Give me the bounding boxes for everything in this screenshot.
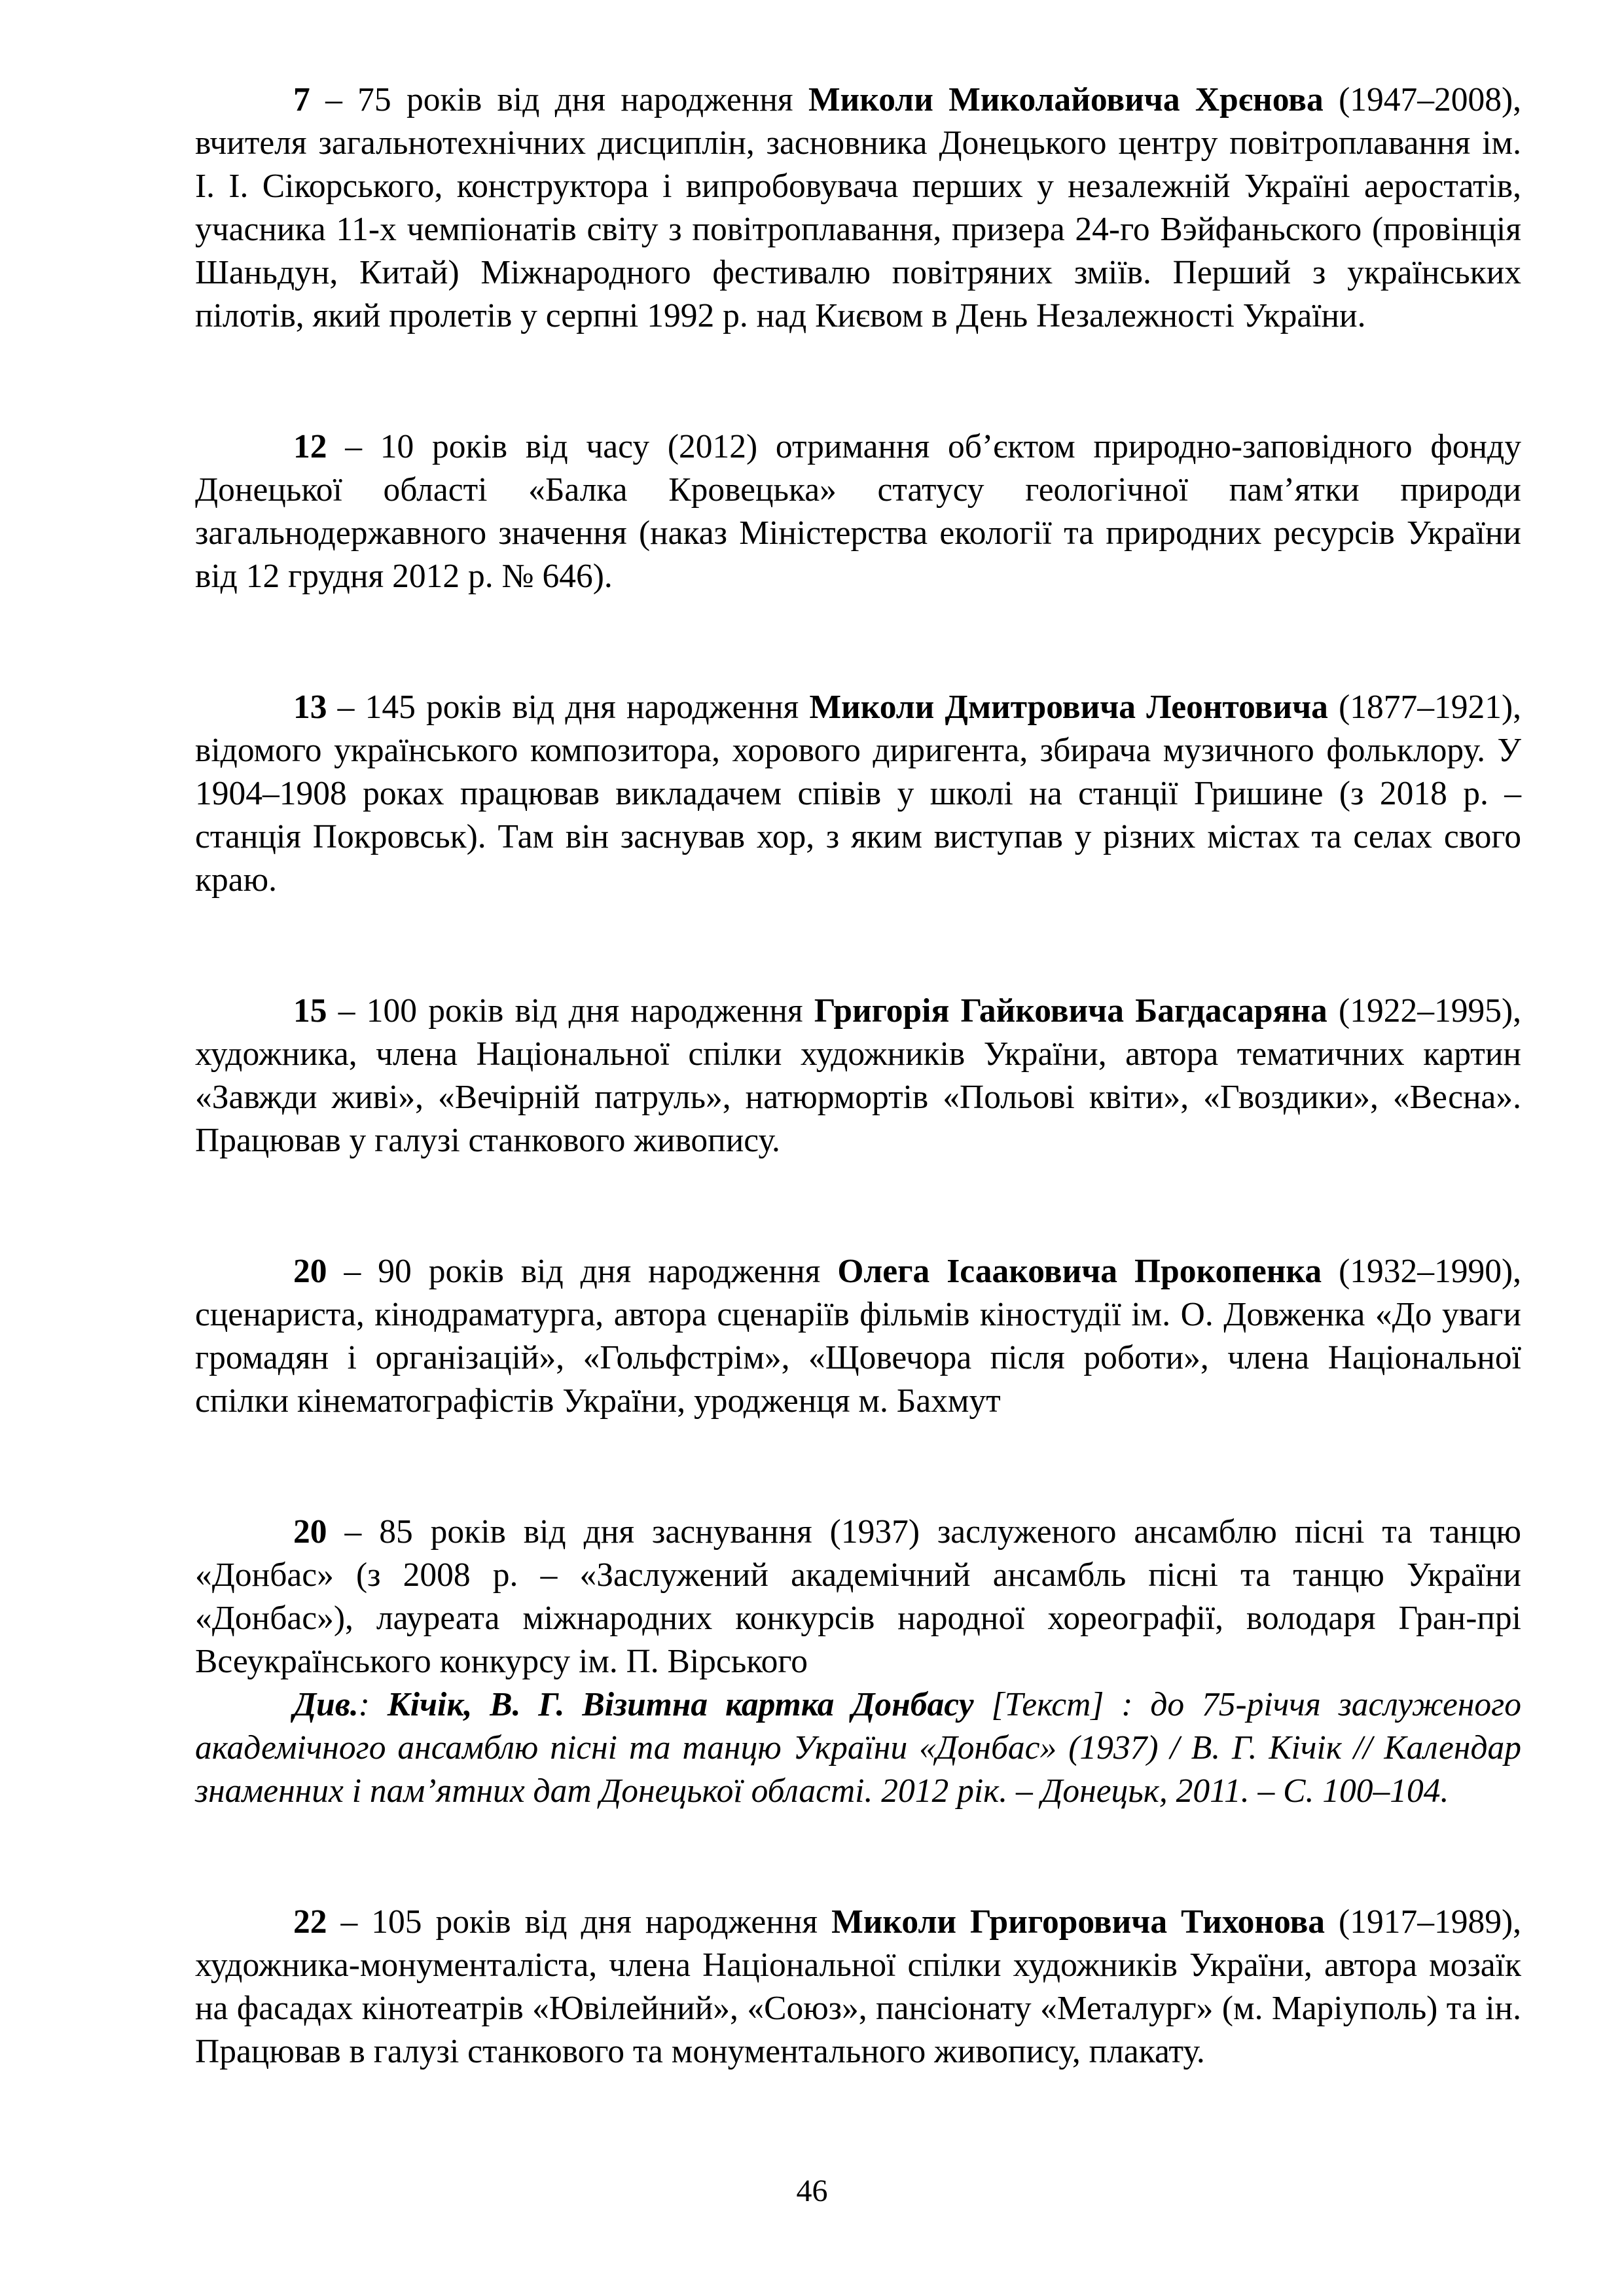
entry-lead: – 90 років від дня народження bbox=[327, 1253, 838, 1290]
entry-paragraph bbox=[195, 79, 1521, 338]
entry-lead: – 105 років від дня народження bbox=[327, 1903, 832, 1941]
entry-day: 13 bbox=[293, 689, 327, 726]
entry-paragraph bbox=[195, 1250, 1521, 1423]
citation-details: [Текст] : до 75-річчя заслуженого академічного ансамблю пісні та танцю України «Донбас» (1937) / В. Г. Кічік // Календар знаменних і пам’ятних дат Донецької області. 2012 рік. – Донецьк, 2011. – С. 100–104. bbox=[195, 1686, 1521, 1810]
entry-leontovych bbox=[195, 686, 1521, 902]
entry-day: 12 bbox=[293, 428, 327, 465]
entry-person-name: Миколи Дмитровича Леонтовича bbox=[809, 689, 1328, 726]
entry-paragraph bbox=[195, 425, 1521, 598]
page-content bbox=[195, 79, 1521, 2161]
entry-day: 20 bbox=[293, 1253, 327, 1290]
entry-day: 20 bbox=[293, 1513, 327, 1551]
entry-day: 15 bbox=[293, 992, 327, 1030]
entry-tykhonov bbox=[195, 1901, 1521, 2073]
entry-lead: – 75 років від дня народження bbox=[310, 81, 808, 118]
entry-body: (1877–1921), відомого українського композитора, хорового диригента, збирача музичного фольклору. У 1904–1908 роках працював викладачем співів у школі на станції Гришине (з 2018 р. – станція Покровськ). Там він заснував хор, з яким виступав у різних містах та селах свого краю. bbox=[195, 689, 1521, 899]
citation-colon: : bbox=[358, 1686, 388, 1723]
entry-day: 22 bbox=[293, 1903, 327, 1941]
entry-person-name: Григорія Гайковича Багдасаряна bbox=[814, 992, 1327, 1030]
entry-khrenov bbox=[195, 79, 1521, 338]
entry-body: (1932–1990), сценариста, кінодраматурга, автора сценаріїв фільмів кіностудії ім. О. Довженка «До уваги громадян і організацій», «Гольфстрім», «Щовечора після роботи», члена Національної спілки кінематографістів України, уродженця м. Бахмут bbox=[195, 1253, 1521, 1420]
entry-lead: – 100 років від дня народження bbox=[327, 992, 814, 1030]
entry-body: (1922–1995), художника, члена Національної спілки художників України, автора тематичних картин «Завжди живі», «Вечірній патруль», натюрмортів «Польові квіти», «Гвоздики», «Весна». Працював у галузі станкового живопису. bbox=[195, 992, 1521, 1159]
entry-paragraph bbox=[195, 1511, 1521, 1683]
citation-author-title: Кічік, В. Г. Візитна картка Донбасу bbox=[387, 1686, 974, 1723]
entry-person-name: Олега Ісааковича Прокопенка bbox=[837, 1253, 1322, 1290]
page-number: 46 bbox=[796, 2174, 828, 2208]
entry-paragraph bbox=[195, 686, 1521, 902]
entry-bagdasaryan bbox=[195, 990, 1521, 1162]
entry-paragraph bbox=[195, 1901, 1521, 2073]
entry-citation bbox=[195, 1683, 1521, 1813]
entry-prokopenko bbox=[195, 1250, 1521, 1423]
entry-balka-krovetska bbox=[195, 425, 1521, 598]
entry-person-name: Миколи Миколайовича Хрєнова bbox=[808, 81, 1324, 118]
entry-donbas-ensemble bbox=[195, 1511, 1521, 1813]
citation-label: Див. bbox=[293, 1686, 359, 1723]
entry-body: (1947–2008), вчителя загальнотехнічних дисциплін, засновника Донецького центру повітроплавання ім. І. І. Сікорського, конструктора і випробовувача перших у незалежній Україні аеростатів, учасника 11-х чемпіонатів світу з повітроплавання, призера 24-го Вэйфаньского (провінція Шаньдун, Китай) Міжнародного фестивалю повітряних зміїв. Перший з українських пілотів, який пролетів у серпні 1992 р. над Києвом в День Незалежності України. bbox=[195, 81, 1521, 334]
entry-day: 7 bbox=[293, 81, 310, 118]
entry-body: (1917–1989), художника-монументаліста, члена Національної спілки художників України, автора мозаїк на фасадах кінотеатрів «Ювілейний», «Союз», пансіонату «Металург» (м. Маріуполь) та ін. Працював в галузі станкового та монументального живопису, плакату. bbox=[195, 1903, 1521, 2070]
entry-paragraph bbox=[195, 990, 1521, 1162]
entry-person-name: Миколи Григоровича Тихонова bbox=[831, 1903, 1326, 1941]
entry-lead: – 145 років від дня народження bbox=[327, 689, 810, 726]
entry-lead: – 85 років від дня заснування (1937) заслуженого ансамблю пісні та танцю «Донбас» (з 2008 р. – «Заслужений академічний ансамбль пісні та танцю України «Донбас»), лауреата міжнародних конкурсів народної хореографії, володаря Гран-прі Всеукраїнського конкурсу ім. П. Вірського bbox=[195, 1513, 1521, 1680]
entry-lead: – 10 років від часу (2012) отримання об’єктом природно-заповідного фонду Донецької області «Балка Кровецька» статусу геологічної пам’ятки природи загальнодержавного значення (наказ Міністерства екології та природних ресурсів України від 12 грудня 2012 р. № 646). bbox=[195, 428, 1521, 595]
